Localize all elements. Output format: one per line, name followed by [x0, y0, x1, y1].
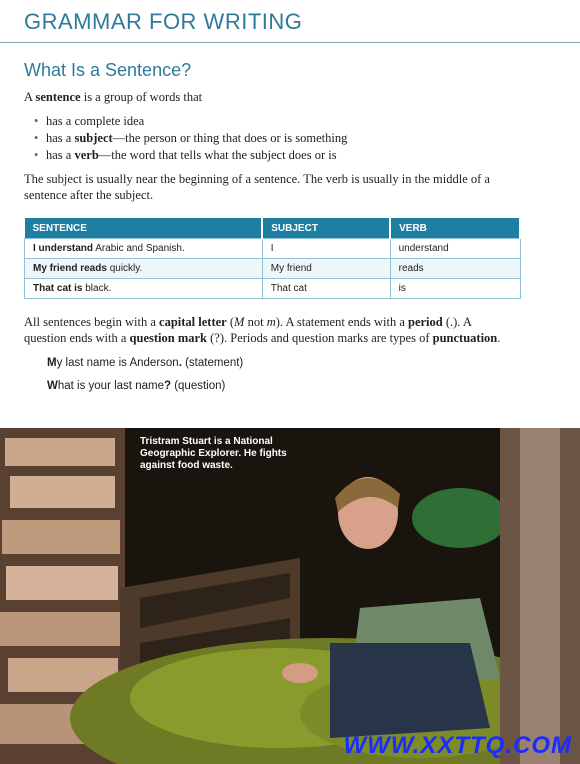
- table-row: [25, 279, 521, 299]
- bullet-text-post: —the person or thing that does or is something: [112, 131, 348, 145]
- sentence-rest: Arabic and Spanish.: [93, 243, 185, 254]
- intro-paragraph: [24, 89, 544, 105]
- section-heading: What Is a Sentence?: [24, 60, 192, 80]
- table-cell-subject: My friend: [262, 259, 390, 279]
- sentence-subject-verb: I understand: [33, 243, 94, 254]
- intro-text-rest: is a group of words that: [80, 90, 203, 104]
- table-cell-subject: I: [262, 239, 390, 259]
- capital-letter: W: [47, 380, 58, 392]
- punctuation-paragraph: [24, 314, 564, 346]
- text: All sentences begin with a: [24, 315, 160, 329]
- photo-illustration: [0, 428, 580, 764]
- end-mark: .: [178, 357, 182, 369]
- list-item: [34, 113, 347, 130]
- term-capital-letter: capital letter: [159, 315, 227, 329]
- body-line: The subject is usually near the beginning of a sentence. The verb is usually in the middle of a: [24, 172, 490, 186]
- punctuation-line: [24, 314, 564, 330]
- watermark: WWW.XXTTQ.COM: [343, 732, 572, 759]
- intro-text: A: [24, 90, 36, 104]
- bullet-text: has a complete idea: [46, 114, 145, 128]
- table-cell-sentence: [25, 279, 263, 299]
- example-label: (statement): [181, 357, 244, 369]
- table-cell-verb: is: [390, 279, 520, 299]
- example-lowercase: m: [266, 315, 276, 329]
- body-line: sentence after the subject.: [24, 188, 154, 202]
- column-header-sentence: SENTENCE: [25, 218, 263, 239]
- bullet-list: [34, 113, 347, 164]
- bullet-icon: •: [34, 131, 39, 145]
- sentence-subject-verb: My friend reads: [33, 263, 107, 274]
- bullet-icon: •: [34, 148, 39, 162]
- text: (.). A: [442, 315, 472, 329]
- text: ). A statement ends with a: [275, 315, 408, 329]
- text: .: [497, 331, 501, 345]
- bullet-term: verb: [74, 148, 99, 162]
- bullet-text: has a: [46, 131, 75, 145]
- bullet-text: has a: [46, 148, 75, 162]
- term-question-mark: question mark: [129, 331, 207, 345]
- example-question: [47, 380, 225, 392]
- table-row: [25, 239, 521, 259]
- end-mark: ?: [163, 380, 171, 392]
- intro-term: sentence: [35, 90, 81, 104]
- explorer-photo: [0, 428, 580, 764]
- bullet-term: subject: [74, 131, 113, 145]
- text: (: [226, 315, 235, 329]
- table-cell-sentence: [25, 239, 263, 259]
- punctuation-line: [24, 330, 564, 346]
- capital-letter: M: [47, 357, 57, 369]
- grammar-table: [24, 218, 521, 299]
- sentence-rest: black.: [82, 283, 112, 294]
- example-uppercase: M: [234, 315, 245, 329]
- sentence-subject-verb: That cat is: [33, 283, 83, 294]
- example-label: (question): [171, 380, 226, 392]
- bullet-text-post: —the word that tells what the subject does or is: [98, 148, 337, 162]
- list-item: [34, 130, 347, 147]
- list-item: [34, 147, 347, 164]
- body-paragraph: [24, 171, 544, 203]
- sentence-rest: quickly.: [106, 263, 143, 274]
- example-text: y last name is Anderson: [56, 357, 179, 369]
- column-header-verb: VERB: [390, 218, 520, 239]
- text: (?). Periods and question marks are types of: [207, 331, 433, 345]
- bullet-icon: •: [34, 114, 39, 128]
- photo-caption: Tristram Stuart is a National Geographic Explorer. He fights against food waste.: [140, 436, 287, 471]
- table-cell-verb: reads: [390, 259, 520, 279]
- table-header-row: [25, 218, 521, 239]
- table-cell-verb: understand: [390, 239, 520, 259]
- text: question ends with a: [24, 331, 130, 345]
- table-cell-sentence: [25, 259, 263, 279]
- table-cell-subject: That cat: [262, 279, 390, 299]
- example-statement: [47, 357, 243, 369]
- term-punctuation: punctuation: [432, 331, 498, 345]
- example-text: hat is your last name: [57, 380, 164, 392]
- page-title: GRAMMAR FOR WRITING: [24, 9, 303, 34]
- table-row: [25, 259, 521, 279]
- page-header: [0, 0, 580, 43]
- column-header-subject: SUBJECT: [262, 218, 390, 239]
- term-period: period: [408, 315, 443, 329]
- text: not: [244, 315, 267, 329]
